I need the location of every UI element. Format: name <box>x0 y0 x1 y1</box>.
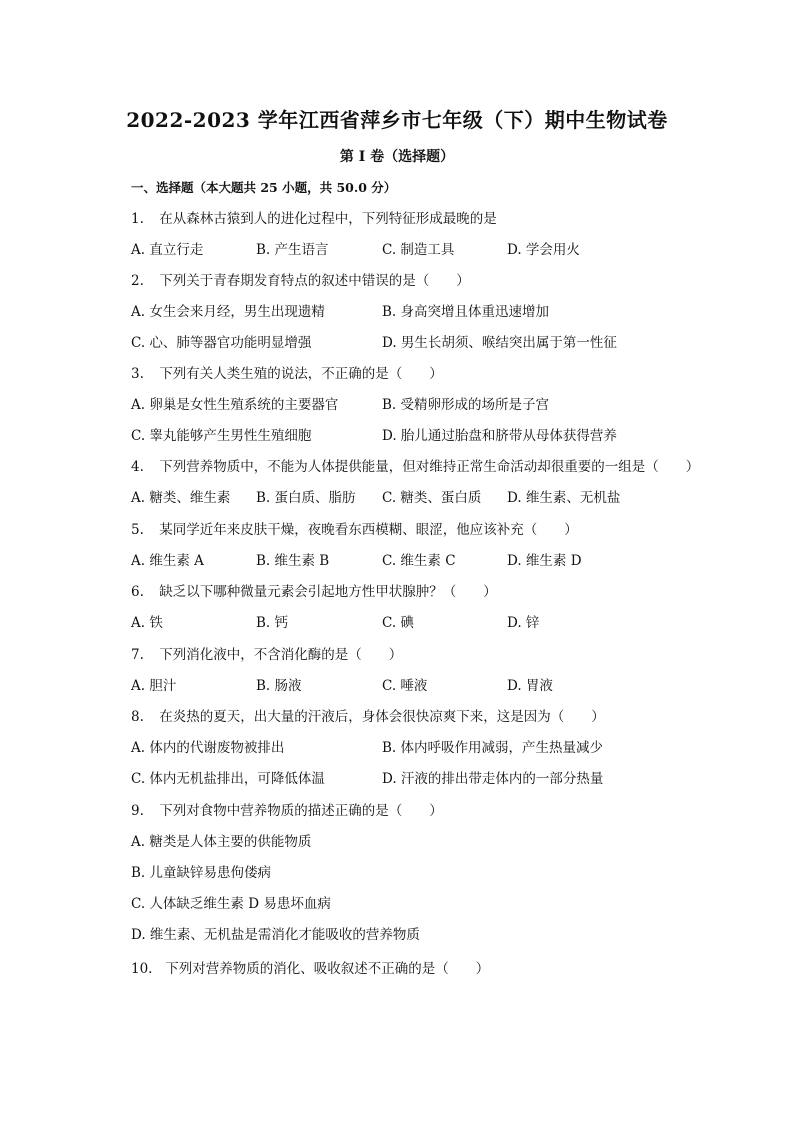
question-number: 7. <box>131 647 144 663</box>
question-number: 8. <box>131 709 144 725</box>
option-c: C. 睾丸能够产生男性生殖细胞 <box>131 428 312 444</box>
option-a: A. 糖类是人体主要的供能物质 <box>131 834 312 850</box>
question-stem <box>131 207 497 227</box>
question-stem <box>131 269 470 289</box>
question-stem <box>131 580 497 600</box>
question-stem <box>131 957 489 977</box>
question-text: 下列消化液中，不含消化酶的是（ ） <box>159 647 403 663</box>
option-c: C. 碘 <box>382 615 414 631</box>
question-number: 1. <box>131 211 144 227</box>
option-d: D. 学会用火 <box>507 242 580 258</box>
option-d: D. 维生素、无机盐是需消化才能吸收的营养物质 <box>131 927 420 943</box>
option-c: C. 唾液 <box>382 678 428 694</box>
option-a: A. 胆汁 <box>131 678 177 694</box>
option-c: C. 制造工具 <box>382 242 455 258</box>
option-d: D. 胎儿通过胎盘和脐带从母体获得营养 <box>382 428 617 444</box>
option-b: B. 产生语言 <box>256 242 329 258</box>
question-number: 3. <box>131 366 144 382</box>
option-b: B. 身高突增且体重迅速增加 <box>382 304 550 320</box>
option-b: B. 钙 <box>256 615 289 631</box>
exam-title: 2022-2023 学年江西省萍乡市七年级（下）期中生物试卷 <box>126 108 668 132</box>
option-d: D. 维生素 D <box>507 553 582 569</box>
question-text: 在炎热的夏天，出大量的汗液后，身体会很快凉爽下来，这是因为（ ） <box>159 709 605 725</box>
question-text: 下列对营养物质的消化、吸收叙述不正确的是（ ） <box>165 961 490 977</box>
option-c: C. 人体缺乏维生素 D 易患坏血病 <box>131 896 331 912</box>
question-number: 4. <box>131 459 144 475</box>
question-stem <box>131 643 402 663</box>
question-stem <box>131 362 443 382</box>
option-c: C. 糖类、蛋白质 <box>382 490 482 506</box>
option-d: D. 汗液的排出带走体内的一部分热量 <box>382 771 604 787</box>
option-c: C. 体内无机盐排出，可降低体温 <box>131 771 325 787</box>
volume-subtitle: 第 I 卷（选择题） <box>339 149 455 165</box>
option-c: C. 维生素 C <box>382 553 456 569</box>
option-a: A. 糖类、维生素 <box>131 490 231 506</box>
option-a: A. 卵巢是女性生殖系统的主要器官 <box>131 397 339 413</box>
question-stem <box>131 799 443 819</box>
question-number: 6. <box>131 584 144 600</box>
option-b: B. 受精卵形成的场所是子宫 <box>382 397 550 413</box>
question-text: 缺乏以下哪种微量元素会引起地方性甲状腺肿？（ ） <box>159 584 497 600</box>
option-b: B. 儿童缺锌易患佝偻病 <box>131 865 272 881</box>
question-number: 2. <box>131 273 144 289</box>
option-d: D. 维生素、无机盐 <box>507 490 621 506</box>
option-a: A. 体内的代谢废物被排出 <box>131 740 285 756</box>
option-a: A. 维生素 A <box>131 553 204 569</box>
question-text: 下列有关人类生殖的说法，不正确的是（ ） <box>159 366 443 382</box>
option-a: A. 直立行走 <box>131 242 204 258</box>
option-d: D. 锌 <box>507 615 540 631</box>
option-d: D. 男生长胡须、喉结突出属于第一性征 <box>382 335 617 351</box>
option-b: B. 肠液 <box>256 678 302 694</box>
question-stem <box>131 705 605 725</box>
question-stem <box>131 455 699 475</box>
option-b: B. 维生素 B <box>256 553 330 569</box>
question-text: 在从森林古猿到人的进化过程中，下列特征形成最晚的是 <box>159 211 497 227</box>
question-text: 下列对食物中营养物质的描述正确的是（ ） <box>159 803 443 819</box>
question-number: 10. <box>131 961 153 977</box>
question-stem <box>131 518 578 538</box>
question-number: 9. <box>131 803 144 819</box>
option-a: A. 铁 <box>131 615 163 631</box>
question-number: 5. <box>131 522 144 538</box>
question-text: 下列营养物质中，不能为人体提供能量，但对维持正常生命活动却很重要的一组是（ ） <box>159 459 700 475</box>
section-heading: 一、选择题（本大题共 25 小题，共 50.0 分） <box>131 180 397 195</box>
option-a: A. 女生会来月经，男生出现遗精 <box>131 304 325 320</box>
question-text: 某同学近年来皮肤干燥，夜晚看东西模糊、眼涩，他应该补充（ ） <box>159 522 578 538</box>
question-text: 下列关于青春期发育特点的叙述中错误的是（ ） <box>159 273 470 289</box>
option-d: D. 胃液 <box>507 678 553 694</box>
option-b: B. 蛋白质、脂肪 <box>256 490 356 506</box>
option-b: B. 体内呼吸作用减弱，产生热量减少 <box>382 740 604 756</box>
option-c: C. 心、肺等器官功能明显增强 <box>131 335 312 351</box>
